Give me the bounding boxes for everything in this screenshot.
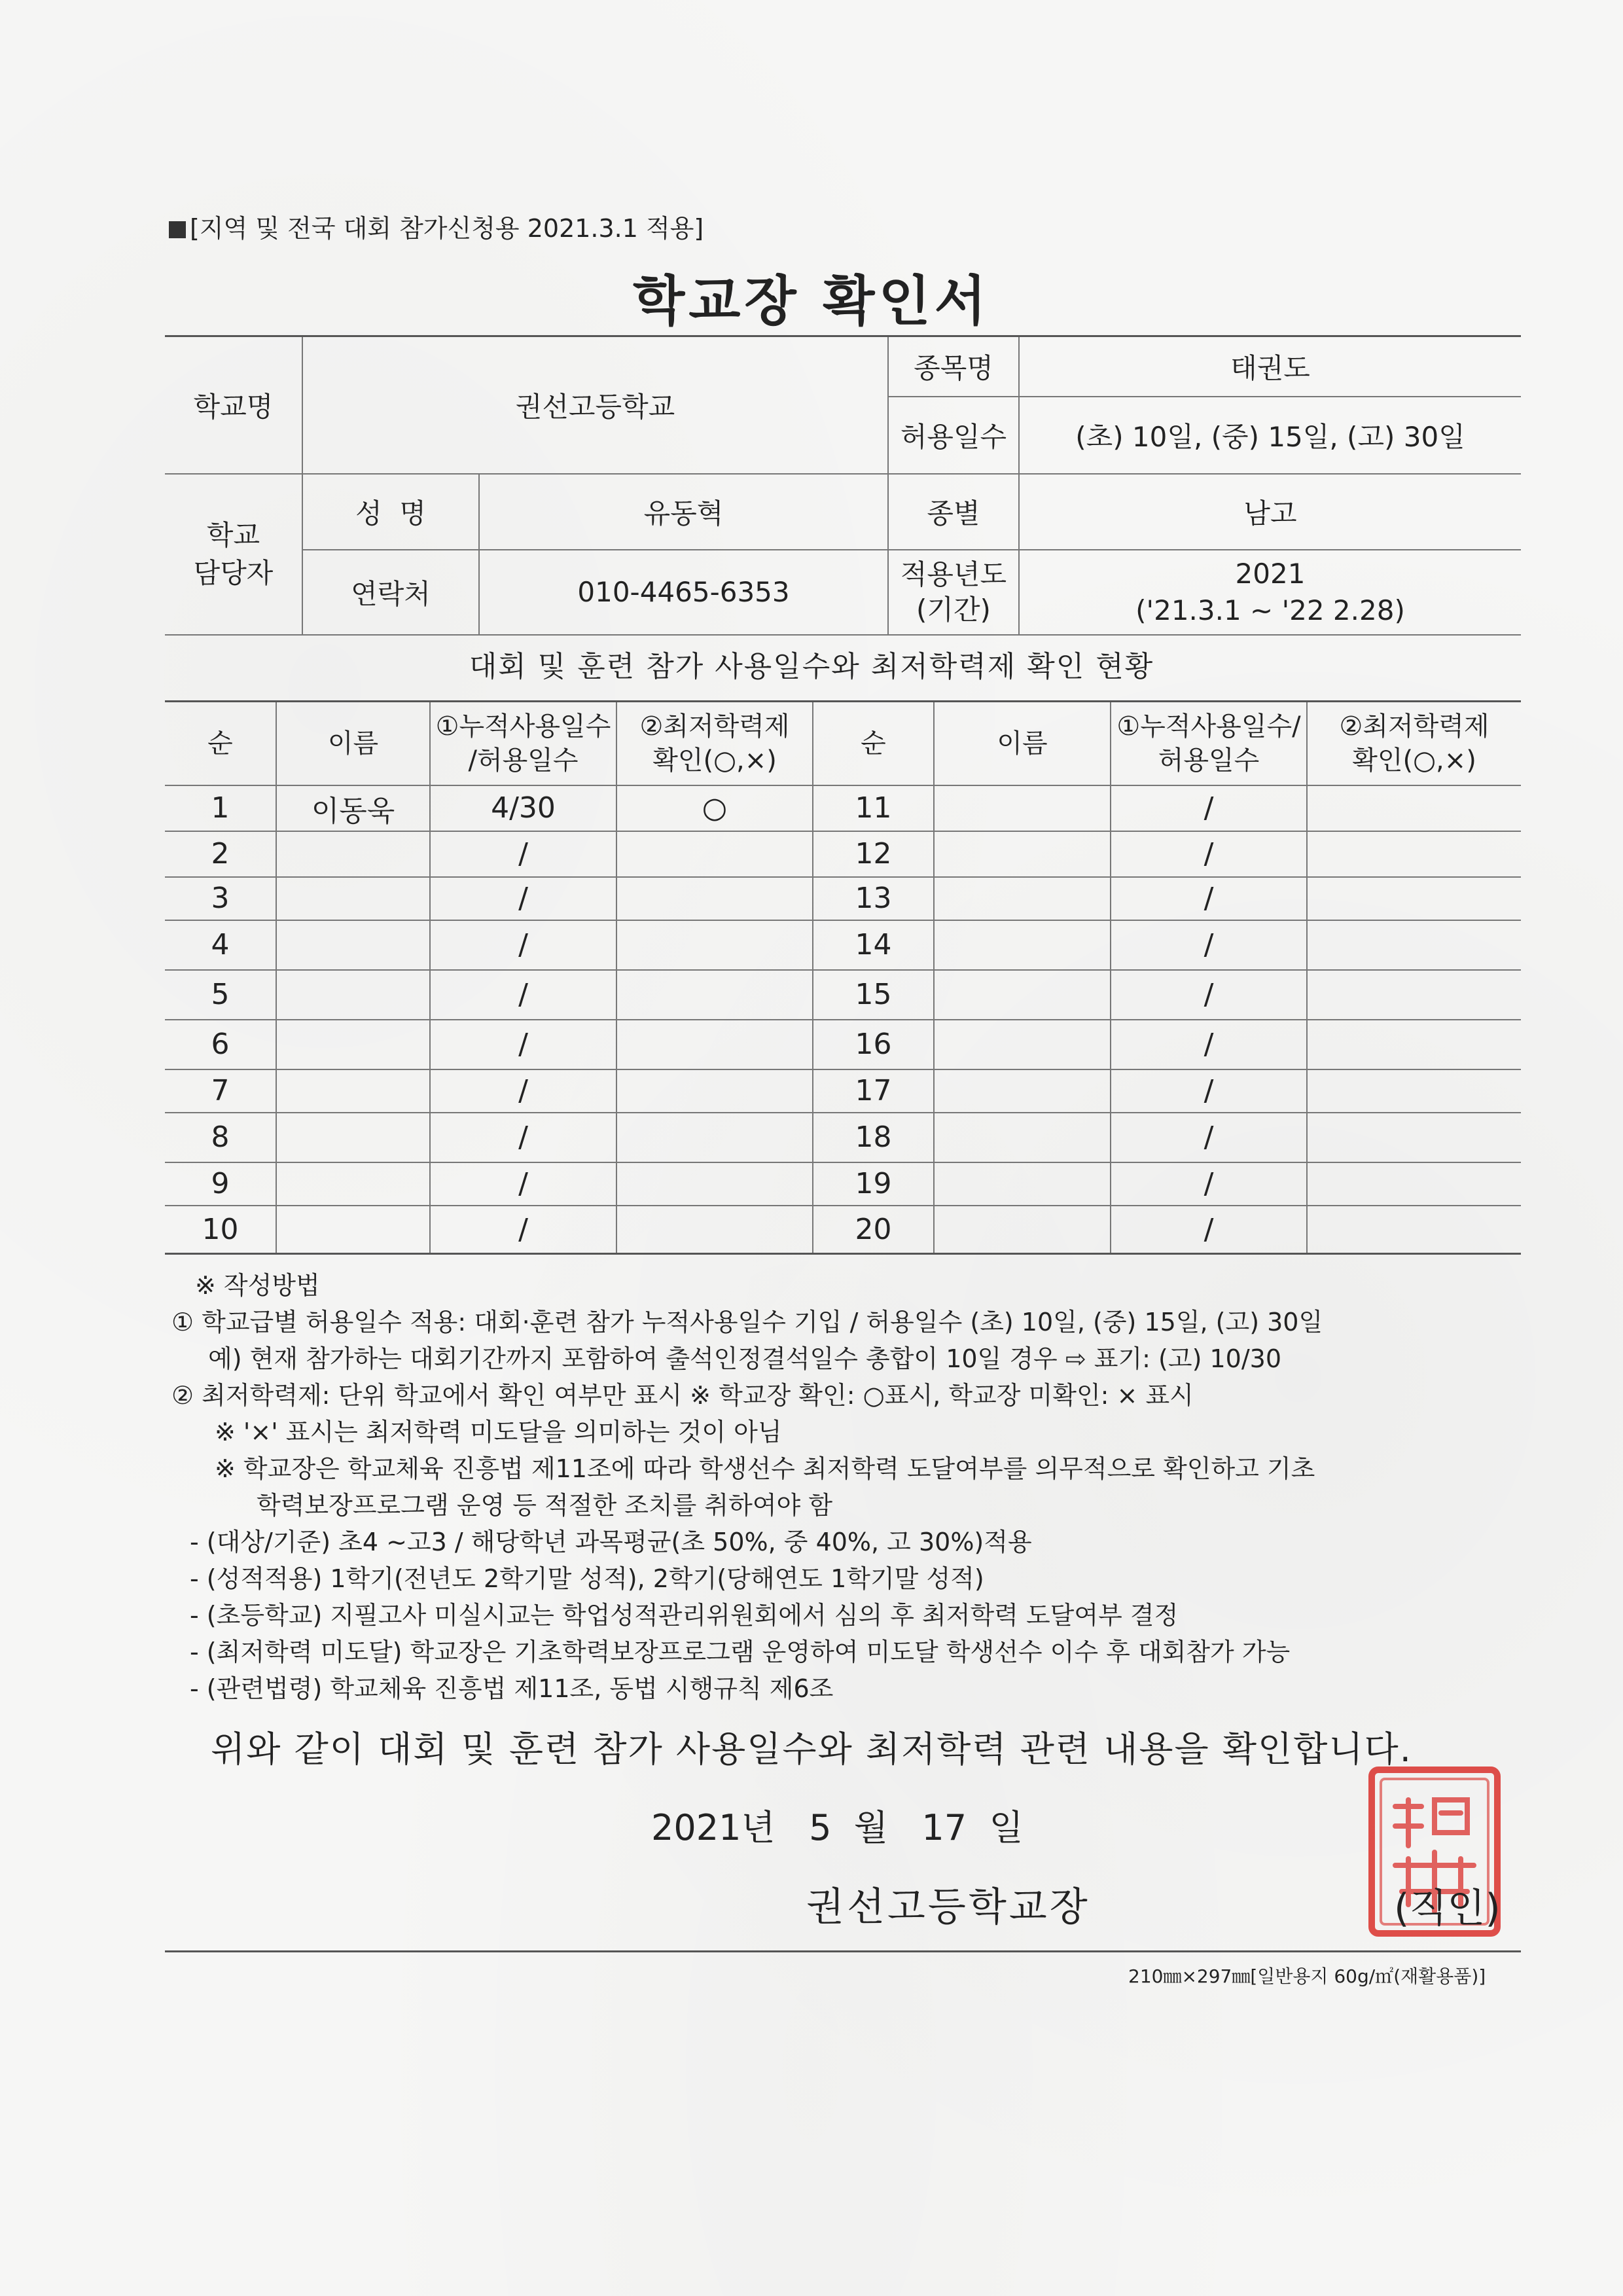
cell-right-name [934,1162,1111,1206]
cell-left-name [276,877,430,920]
cell-left-days: / [430,1020,616,1069]
cell-right-days: / [1111,1113,1307,1162]
form-preface [169,208,704,244]
cell-right-no: 14 [813,920,934,970]
note-item: 학력보장프로그램 운영 등 적절한 조치를 취하여야 함 [257,1491,833,1520]
sport-label: 종목명 [888,336,1019,397]
cell-left-name [276,920,430,970]
cell-right-days: / [1111,920,1307,970]
cell-left-days: / [430,920,616,970]
cell-left-check [616,970,813,1020]
note-item: ② 최저학력제: 단위 학교에서 확인 여부만 표시 ※ 학교장 확인: ○표시, 학교장 미확인: × 표시 [171,1381,1194,1410]
section-title: 대회 및 훈련 참가 사용일수와 최저학력제 확인 현황 [469,650,1154,683]
cell-left-name [276,1206,430,1254]
cell-right-check [1307,785,1521,831]
cell-right-check [1307,831,1521,877]
table-row [165,1113,1521,1162]
cell-left-name: 이동욱 [276,785,430,831]
days-value: (초) 10일, (중) 15일, (고) 30일 [1019,397,1521,474]
cell-right-no: 19 [813,1162,934,1206]
cell-left-no: 1 [165,785,276,831]
cell-left-check [616,1020,813,1069]
cell-left-name [276,1162,430,1206]
cell-right-check [1307,1020,1521,1069]
cell-left-check: ○ [616,785,813,831]
cell-right-check [1307,1113,1521,1162]
note-item: ① 학교급별 허용일수 적용: 대회·훈련 참가 누적사용일수 기입 / 허용일수 (초) 10일, (중) 15일, (고) 30일 [171,1308,1323,1336]
cell-left-name [276,1113,430,1162]
school-info-table [165,335,1521,636]
notes-heading: ※ 작성방법 [195,1271,320,1300]
cell-right-check [1307,1069,1521,1113]
cell-left-days: / [430,831,616,877]
cell-left-check [616,1113,813,1162]
cell-right-no: 18 [813,1113,934,1162]
cell-right-no: 15 [813,970,934,1020]
cell-right-name [934,785,1111,831]
cell-right-name [934,920,1111,970]
year-label: 적용년도 (기간) [888,550,1019,635]
cell-left-days: / [430,1162,616,1206]
cell-left-days: / [430,1069,616,1113]
cell-right-days: / [1111,1206,1307,1254]
paper-spec: 210㎜×297㎜[일반용지 60g/㎡(재활용품)] [1128,1965,1486,1987]
issue-date: 2021년 5 월 17 일 [651,1807,1024,1848]
cell-right-check [1307,1162,1521,1206]
cell-right-days: / [1111,1162,1307,1206]
cell-right-days: / [1111,970,1307,1020]
cell-left-check [616,920,813,970]
cell-left-name [276,1020,430,1069]
cell-left-days: / [430,1113,616,1162]
note-item: - (관련법령) 학교체육 진흥법 제11조, 동법 시행규칙 제6조 [190,1674,834,1703]
note-item: - (성적적용) 1학기(전년도 2학기말 성적), 2학기(당해연도 1학기말 성적) [190,1564,984,1593]
note-item: 예) 현재 참가하는 대회기간까지 포함하여 출석인정결석일수 총합이 10일 경우 ⇨ 표기: (고) 10/30 [208,1344,1282,1373]
name-label: 성 명 [302,474,479,550]
col-days-right: ①누적사용일수/ 허용일수 [1111,702,1307,785]
cell-left-name [276,1069,430,1113]
col-no: 순 [165,702,276,785]
cell-right-days: / [1111,785,1307,831]
type-value: 남고 [1019,474,1521,550]
document-title: 학교장 확인서 [633,270,990,332]
cell-right-days: / [1111,877,1307,920]
cell-left-no: 5 [165,970,276,1020]
cell-left-check [616,1206,813,1254]
note-item: ※ 학교장은 학교체육 진흥법 제11조에 따라 학생선수 최저학력 도달여부를 의무적으로 확인하고 기초 [215,1454,1315,1483]
cell-left-no: 3 [165,877,276,920]
cell-left-check [616,1069,813,1113]
cell-right-no: 11 [813,785,934,831]
roster-table [165,700,1521,1255]
cell-right-no: 13 [813,877,934,920]
table-row [165,831,1521,877]
school-value: 권선고등학교 [302,336,888,474]
sport-value: 태권도 [1019,336,1521,397]
seal-label: (직인) [1394,1886,1501,1931]
contact-label: 연락처 [302,550,479,635]
col-check: ②최저학력제 확인(○,×) [616,702,813,785]
cell-right-check [1307,877,1521,920]
writing-instructions [171,1267,1323,1707]
col-name-right: 이름 [934,702,1111,785]
roster-body [165,785,1521,1254]
cell-left-name [276,970,430,1020]
cell-right-check [1307,970,1521,1020]
note-item: ※ '×' 표시는 최저학력 미도달을 의미하는 것이 아님 [215,1418,782,1446]
cell-left-days: / [430,970,616,1020]
cell-left-no: 9 [165,1162,276,1206]
cell-right-days: / [1111,1069,1307,1113]
year-value: 2021 ('21.3.1 ~ '22 2.28) [1019,550,1521,635]
cell-left-no: 8 [165,1113,276,1162]
confirmation-statement: 위와 같이 대회 및 훈련 참가 사용일수와 최저학력 관련 내용을 확인합니다. [211,1729,1412,1770]
cell-left-check [616,831,813,877]
type-label: 종별 [888,474,1019,550]
cell-right-name [934,1113,1111,1162]
cell-left-no: 7 [165,1069,276,1113]
cell-left-days: 4/30 [430,785,616,831]
cell-right-name [934,1020,1111,1069]
cell-left-no: 10 [165,1206,276,1254]
col-check-right: ②최저학력제 확인(○,×) [1307,702,1521,785]
cell-right-check [1307,1206,1521,1254]
table-row [165,1069,1521,1113]
cell-right-check [1307,920,1521,970]
cell-left-check [616,1162,813,1206]
cell-right-name [934,1206,1111,1254]
manager-label: 학교 담당자 [165,474,302,635]
cell-right-no: 17 [813,1069,934,1113]
footer-rule [165,1950,1521,1952]
table-row [165,1206,1521,1254]
col-name: 이름 [276,702,430,785]
note-item: - (최저학력 미도달) 학교장은 기초학력보장프로그램 운영하여 미도달 학생선수 이수 후 대회참가 가능 [190,1638,1291,1666]
cell-left-days: / [430,1206,616,1254]
cell-right-name [934,1069,1111,1113]
cell-left-no: 6 [165,1020,276,1069]
cell-left-no: 2 [165,831,276,877]
days-label: 허용일수 [888,397,1019,474]
cell-right-no: 16 [813,1020,934,1069]
table-row [165,1162,1521,1206]
cell-right-no: 20 [813,1206,934,1254]
cell-left-days: / [430,877,616,920]
cell-right-days: / [1111,831,1307,877]
contact-value: 010-4465-6353 [479,550,888,635]
col-days: ①누적사용일수 /허용일수 [430,702,616,785]
col-no-right: 순 [813,702,934,785]
cell-left-check [616,877,813,920]
note-item: - (대상/기준) 초4 ~고3 / 해당학년 과목평균(초 50%, 중 40%, 고 30%)적용 [190,1528,1032,1556]
cell-right-name [934,877,1111,920]
table-row [165,877,1521,920]
cell-right-name [934,970,1111,1020]
school-label: 학교명 [165,336,302,474]
table-row [165,970,1521,1020]
cell-right-days: / [1111,1020,1307,1069]
table-row [165,785,1521,831]
table-row [165,1020,1521,1069]
note-item: - (초등학교) 지필고사 미실시교는 학업성적관리위원회에서 심의 후 최저학력 도달여부 결정 [190,1601,1179,1630]
preface-text: [지역 및 전국 대회 참가신청용 2021.3.1 적용] [190,214,704,243]
principal-name: 권선고등학교장 [806,1884,1090,1930]
name-value: 유동혁 [479,474,888,550]
cell-right-no: 12 [813,831,934,877]
cell-left-name [276,831,430,877]
square-bullet-icon [169,221,186,238]
cell-left-no: 4 [165,920,276,970]
cell-right-name [934,831,1111,877]
table-row [165,920,1521,970]
